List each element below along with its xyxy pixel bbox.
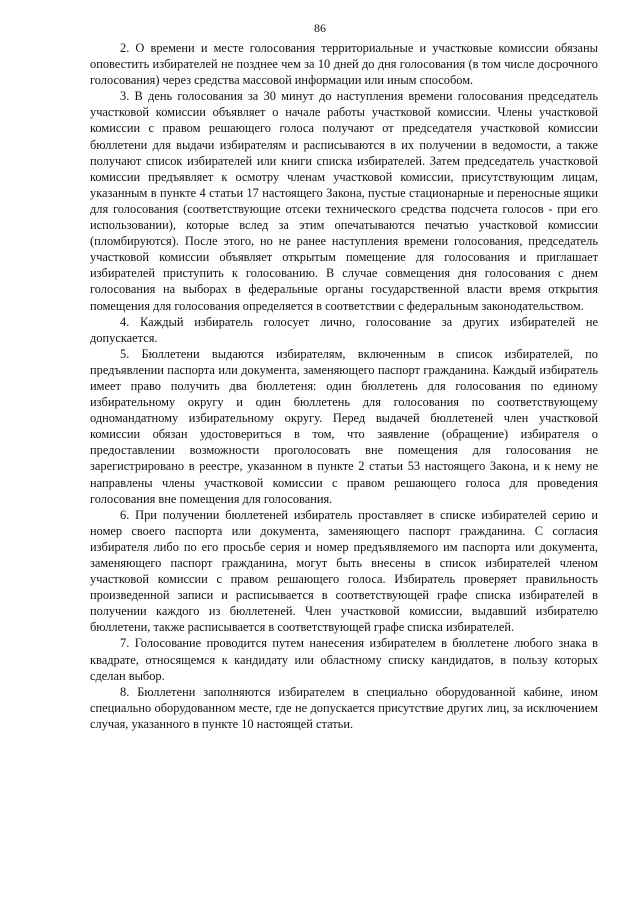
paragraph-5: 5. Бюллетени выдаются избирателям, включенным в список избирателей, по предъявлении паспорта или документа, заменяющего паспорт гражданина. Каждый избиратель имеет право получить два бюллетеня: один бюллетень для голосования по единому избирательному округу и один бюллетень для голосования по соответствующему одномандатному избирательному округу. Перед выдачей бюллетеней член участковой комиссии обязан удостовериться в том, что заявление (обращение) избирателя о предоставлении возможности проголосовать вне помещения для голосования не зарегистрировано в реестре, указанном в пункте 2 статьи 53 настоящего Закона, и к нему не направлены члены участковой комиссии с правом решающего голоса для проведения голосования вне помещения для голосования. [90,346,598,506]
document-body [90,40,598,732]
page-number: 86 [314,21,326,35]
paragraph-8: 8. Бюллетени заполняются избирателем в специально оборудованной кабине, ином специально оборудованном месте, где не допускается присутствие других лиц, за исключением случая, указанного в пункте 10 настоящей статьи. [90,684,598,731]
paragraph-4: 4. Каждый избиратель голосует лично, голосование за других избирателей не допускается. [90,314,598,345]
paragraph-7: 7. Голосование проводится путем нанесения избирателем в бюллетене любого знака в квадрате, относящемся к кандидату или областному списку кандидатов, в пользу которых сделан выбор. [90,636,598,683]
paragraph-3: 3. В день голосования за 30 минут до наступления времени голосования председатель участковой комиссии объявляет о начале работы участковой комиссии. Члены участковой комиссии с правом решающего голоса получают от председателя участковой комиссии бюллетени для выдачи избирателям и расписываются в их получении в ведомости, а также получают список избирателей или книги списка избирателей. Затем председатель участковой комиссии предъявляет к осмотру членам участковой комиссии, присутствующим лицам, указанным в пункте 4 статьи 17 настоящего Закона, пустые стационарные и переносные ящики для голосования (соответствующие отсеки технического средства подсчета голосов - при его использовании), которые вслед за этим опечатываются печатью участковой комиссии (пломбируются). После этого, но не ранее наступления времени голосования, председатель участковой комиссии объявляет открытым помещение для голосования и приглашает избирателей приступить к голосованию. В случае совмещения дня голосования с днем голосования на выборах в федеральные органы государственной власти время открытия помещения для голосования определяется в соответствии с федеральным законодательством. [90,89,598,313]
paragraph-2: 2. О времени и месте голосования территориальные и участковые комиссии обязаны оповестить избирателей не позднее чем за 10 дней до дня голосования (в том числе досрочного голосования) через средства массовой информации или иным способом. [90,41,598,88]
paragraph-6: 6. При получении бюллетеней избиратель проставляет в списке избирателей серию и номер своего паспорта или документа, заменяющего паспорт гражданина. С согласия избирателя либо по его просьбе серия и номер предъявляемого им паспорта или документа, заменяющего паспорт гражданина, могут быть внесены в список избирателей членом участковой комиссии с правом решающего голоса. Избиратель проверяет правильность произведенной записи и расписывается в соответствующей графе списка избирателей в получении каждого из бюллетеней. Член участковой комиссии, выдавший избирателю бюллетени, также расписывается в соответствующей графе списка избирателей. [90,507,598,635]
